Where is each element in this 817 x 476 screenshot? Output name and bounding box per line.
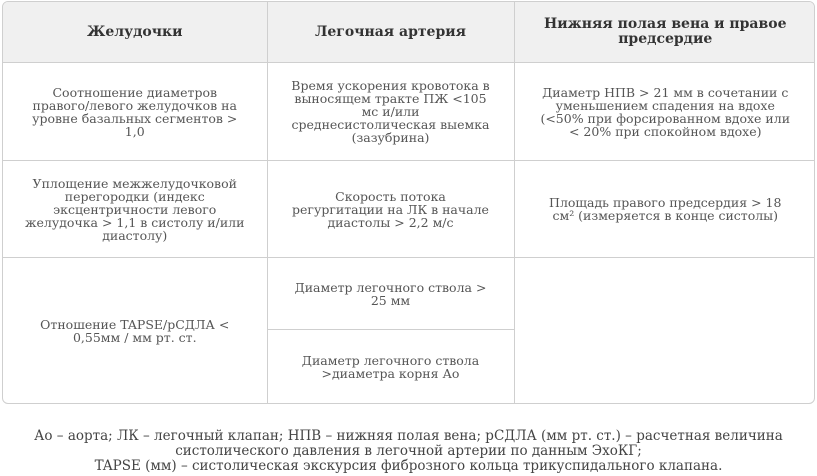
table-row — [3, 63, 815, 161]
footnote-line-1: Ао – аорта; ЛК – легочный клапан; НПВ – нижняя полая вена; рСДЛА (мм рт. ст.) – расчетная величина систолического давления в легочной артерии по данным ЭхоКГ; — [34, 428, 783, 459]
table-cell: Отношение TAPSE/рСДЛА < 0,55мм / мм рт. ст. — [3, 258, 267, 404]
table-cell-empty — [514, 258, 815, 404]
table-cell: Диаметр легочного ствола >диаметра корня Ао — [267, 330, 514, 404]
header-ivc-right-atrium: Нижняя полая вена и правое предсердие — [514, 2, 815, 63]
table-row — [3, 161, 815, 258]
table-cell: Соотношение диаметров правого/левого желудочков на уровне базальных сегментов > 1,0 — [3, 63, 267, 161]
table-cell: Диаметр легочного ствола > 25 мм — [267, 258, 514, 330]
table-cell: Площадь правого предсердия > 18 см² (измеряется в конце систолы) — [514, 161, 815, 258]
table-header-row — [3, 2, 815, 63]
echo-criteria-table-container — [2, 1, 815, 404]
table-footnote — [0, 429, 817, 474]
table-row — [3, 258, 815, 330]
header-pulmonary-artery: Легочная артерия — [267, 2, 514, 63]
table-cell: Диаметр НПВ > 21 мм в сочетании с уменьшением спадения на вдохе (<50% при форсированном вдохе или < 20% при спокойном вдохе) — [514, 63, 815, 161]
footnote-line-2: TAPSE (мм) – систолическая экскурсия фиброзного кольца трикуспидального клапана. — [94, 458, 723, 474]
table-cell: Время ускорения кровотока в выносящем тракте ПЖ <105 мс и/или среднесистолическая выемка (зазубрина) — [267, 63, 514, 161]
header-ventricles: Желудочки — [3, 2, 267, 63]
echo-criteria-table — [3, 2, 815, 404]
table-cell: Уплощение межжелудочковой перегородки (индекс эксцентричности левого желудочка > 1,1 в систолу и/или диастолу) — [3, 161, 267, 258]
table-cell: Скорость потока регургитации на ЛК в начале диастолы > 2,2 м/с — [267, 161, 514, 258]
